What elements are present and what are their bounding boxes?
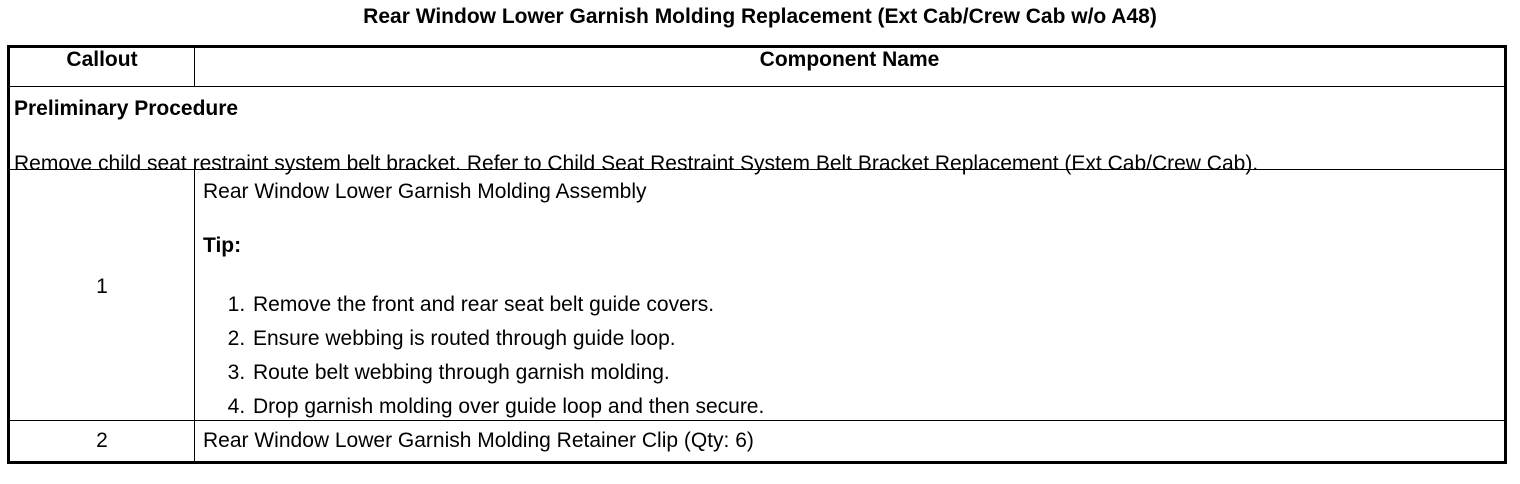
callout-column-header: Callout [9, 47, 195, 87]
callout-cell [9, 170, 195, 421]
tip-step: 3. Route belt webbing through garnish molding. [251, 356, 1504, 390]
preliminary-text: Remove child seat restraint system belt bracket. Refer to Child Seat Restraint System Belt Bracket Replacement (Ext Cab/Crew Cab). [14, 152, 1259, 175]
component-cell [195, 170, 1506, 421]
preliminary-cell [9, 87, 1506, 175]
component-table [7, 45, 1507, 464]
callout-number: 2 [96, 429, 108, 452]
component-name-column-header: Component Name [195, 47, 1506, 87]
table-row [9, 421, 1506, 463]
callout-cell [9, 421, 195, 463]
page-title: Rear Window Lower Garnish Molding Replacement (Ext Cab/Crew Cab w/o A48) [363, 5, 1157, 28]
component-name: Rear Window Lower Garnish Molding Assembly [203, 180, 647, 203]
component-name: Rear Window Lower Garnish Molding Retainer Clip (Qty: 6) [203, 429, 754, 452]
table-row [9, 170, 1506, 421]
tip-step: 2. Ensure webbing is routed through guide loop. [251, 322, 1504, 356]
tip-label: Tip: [203, 234, 242, 257]
tip-step: 4. Drop garnish molding over guide loop and then secure. [251, 390, 1504, 424]
table-header-row [9, 47, 1506, 87]
component-cell [195, 421, 1506, 463]
tip-steps-list [203, 288, 1504, 424]
tip-step: 1. Remove the front and rear seat belt guide covers. [251, 288, 1504, 322]
preliminary-heading: Preliminary Procedure [14, 97, 239, 120]
preliminary-row [9, 87, 1506, 170]
callout-number: 1 [96, 275, 108, 298]
